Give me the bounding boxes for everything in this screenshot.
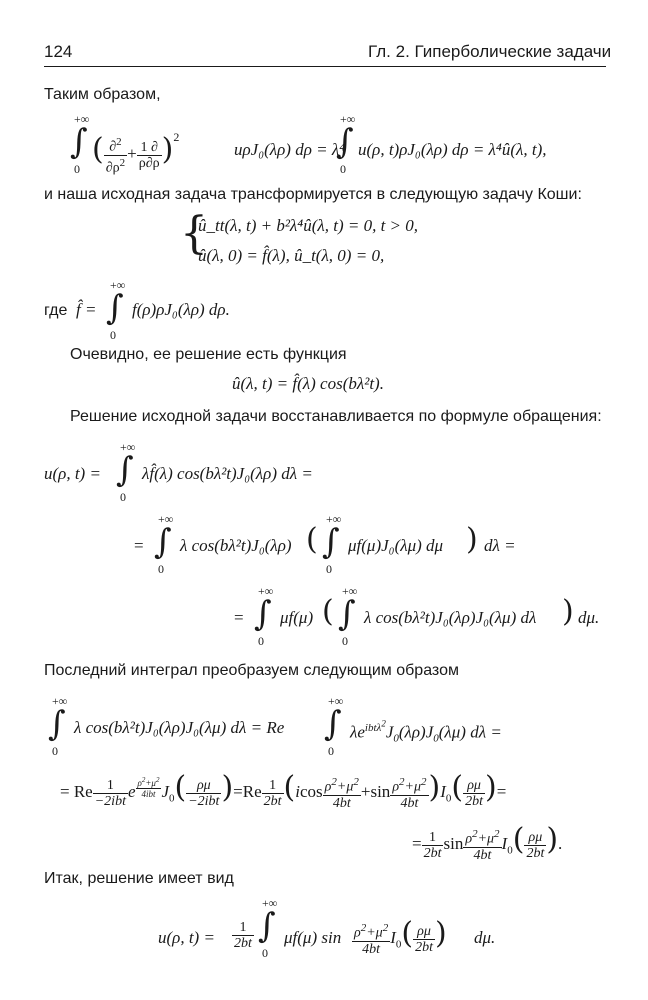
transform-line-1a: λ cos(bλ²t)J₀(λρ)J₀(λμ) dλ = Re bbox=[74, 718, 285, 737]
fhat-rhs: f(ρ)ρJ₀(λρ) dρ. bbox=[132, 300, 230, 319]
transform-line-2: = Re $\frac{1}{\text{−2ibt}}$ e $^{\frac{\rho^2+\mu^2}{\text{4ibt}}}$ $J_0$( $\frac{\rho\mu}{\text{−2ibt}}$ )=Re $\frac{1}{2bt}$ (icos $\frac{\rho^2+\mu^2}{4bt}$ +sin $\frac{\rho^2+\mu^2}{4bt}$ )$I_0$( $\frac{\rho\mu}{2bt}$ )= bbox=[60, 770, 507, 811]
transform-line-3: = $\frac{1}{2bt}$ sin $\frac{\rho^2+\mu^2}{4bt}$ $I_0$( $\frac{\rho\mu}{2bt}$ ). bbox=[412, 822, 563, 863]
inversion-line-2a: λ cos(bλ²t)J₀(λρ) bbox=[180, 536, 292, 555]
final-frac: $\frac{1}{2bt}$ bbox=[234, 920, 252, 951]
paren-close-3: ) bbox=[562, 594, 574, 629]
paragraph-7: Итак, решение имеет вид bbox=[44, 870, 234, 887]
paren-close: ) bbox=[466, 522, 478, 557]
final-tail: $\frac{\rho^2+\mu^2}{4bt}$ $I_0$( $\frac{\rho\mu}{2bt}$ ) bbox=[354, 916, 447, 957]
paren-open-3: ( bbox=[322, 594, 334, 629]
inversion-line-2b: μf(μ)J₀(λμ) dμ bbox=[348, 536, 444, 555]
paragraph-3: где bbox=[44, 302, 68, 319]
paragraph-2: и наша исходная задача трансформируется в следующую задачу Коши: bbox=[44, 186, 582, 203]
solution-formula: û(λ, t) = f̂(λ) cos(bλ²t). bbox=[232, 374, 384, 393]
header-rule bbox=[44, 66, 606, 67]
final-end: dμ. bbox=[474, 928, 496, 947]
inversion-eq-sign-3: = bbox=[234, 608, 244, 627]
inversion-line-3c: dμ. bbox=[578, 608, 600, 627]
paragraph-1: Таким образом, bbox=[44, 86, 161, 103]
inversion-lhs: u(ρ, t) = bbox=[44, 464, 101, 483]
transform-line-1b: $\lambda e^{ibt\lambda^2}J_0(\lambda\rho)J_0(\lambda\mu) d\lambda$ = bbox=[350, 718, 502, 745]
inversion-line-3a: μf(μ) bbox=[280, 608, 314, 627]
inversion-line-3b: λ cos(bλ²t)J₀(λρ)J₀(λμ) dλ bbox=[364, 608, 537, 627]
paragraph-5: Решение исходной задачи восстанавливается по формуле обращения: bbox=[70, 408, 602, 425]
page-number: 124 bbox=[44, 42, 73, 61]
paren-open: ( bbox=[306, 522, 318, 557]
final-rhs: μf(μ) sin bbox=[284, 928, 342, 947]
inversion-eq-sign-2: = bbox=[134, 536, 144, 555]
final-lhs: u(ρ, t) = bbox=[158, 928, 215, 947]
running-header: Гл. 2. Гиперболические задачи bbox=[368, 42, 612, 61]
fhat-lhs: f̂ = bbox=[76, 300, 97, 319]
paragraph-4: Очевидно, ее решение есть функция bbox=[70, 346, 347, 363]
inversion-line-1: λf̂(λ) cos(bλ²t)J₀(λρ) dλ = bbox=[142, 464, 313, 483]
paragraph-6: Последний интеграл преобразуем следующим образом bbox=[44, 662, 459, 679]
inversion-line-2c: dλ = bbox=[484, 536, 516, 555]
